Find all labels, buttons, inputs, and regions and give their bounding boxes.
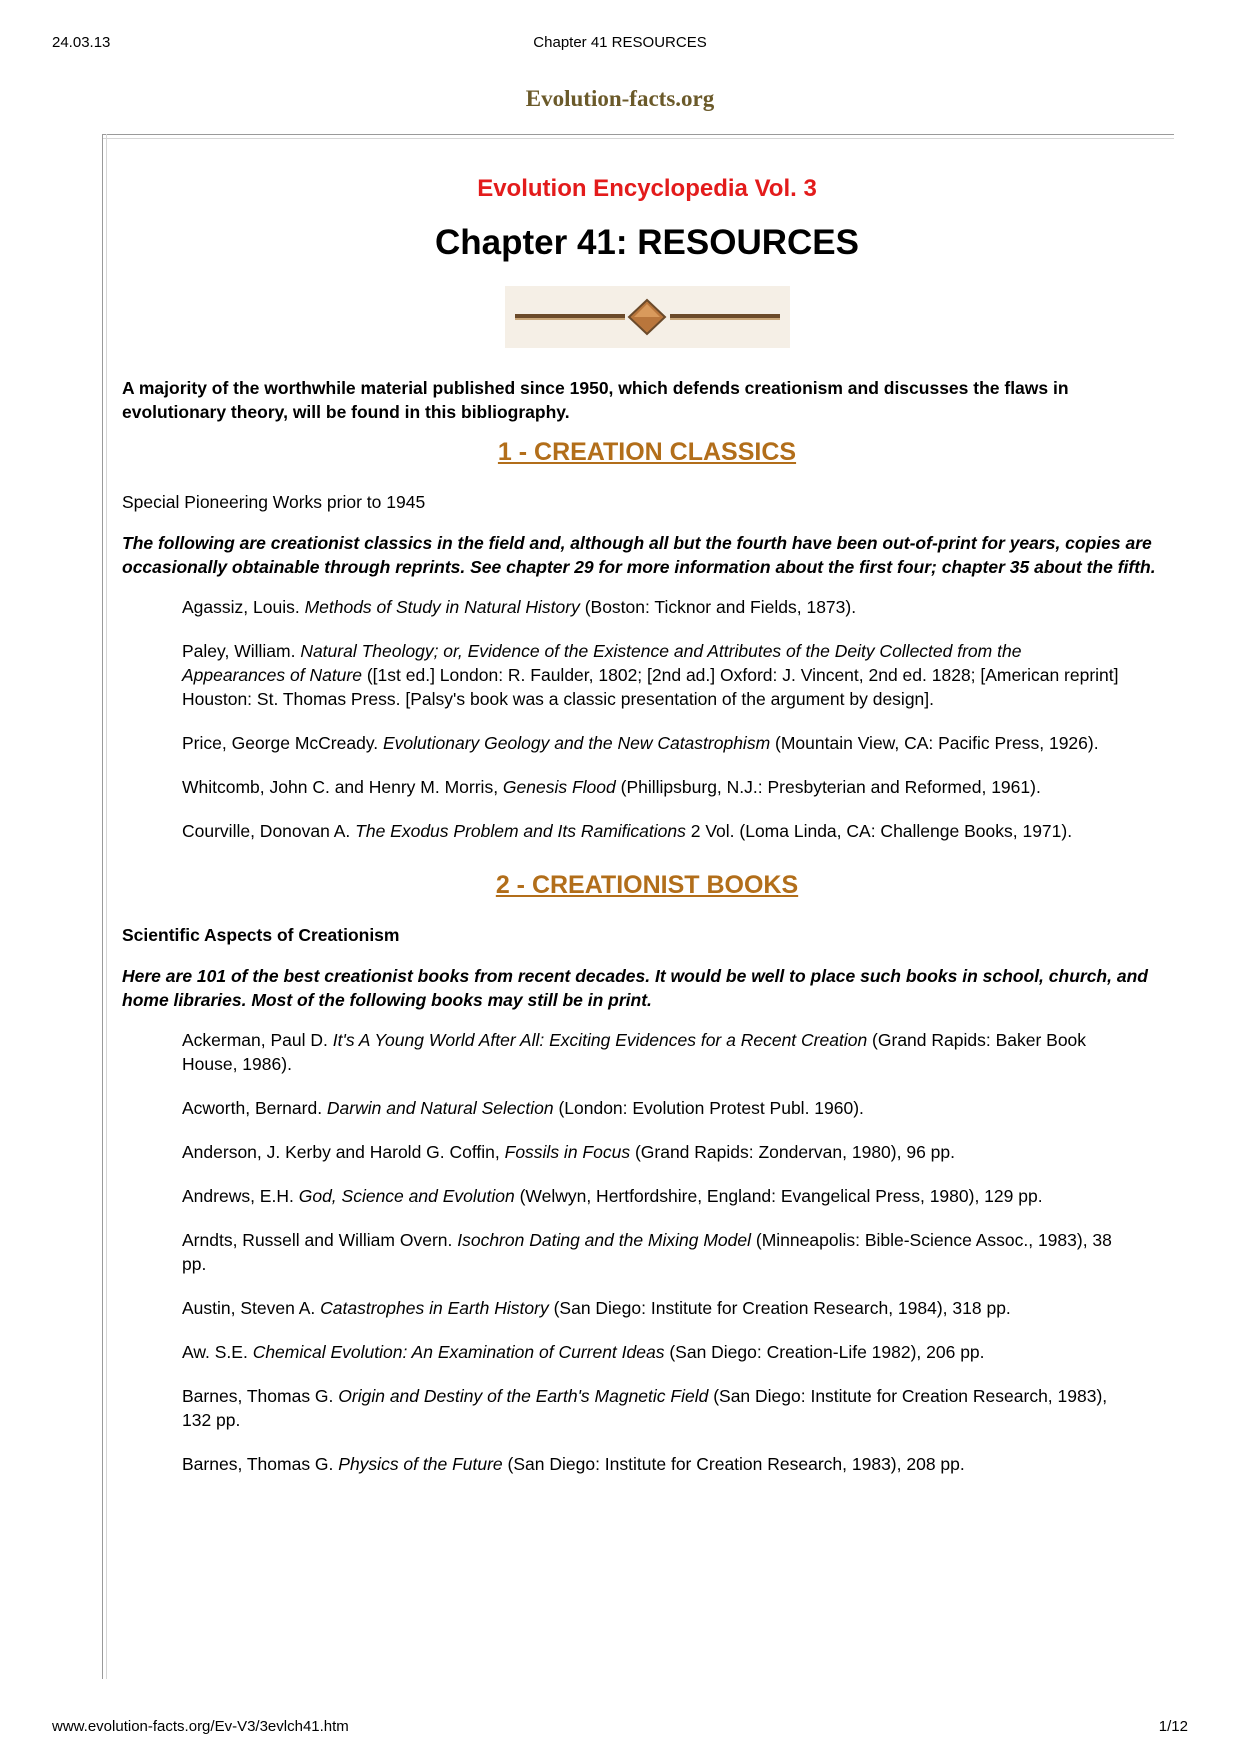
print-footer (52, 1718, 1188, 1738)
section-subheading: Special Pioneering Works prior to 1945 (122, 492, 426, 512)
main-content (122, 174, 1172, 1496)
reference-item: Agassiz, Louis. Methods of Study in Natural History (Boston: Ticknor and Fields, 1873). (182, 597, 857, 617)
print-title: Chapter 41 RESOURCES (533, 34, 707, 51)
reference-item: Arndts, Russell and William Overn. Isochron Dating and the Mixing Model (Minneapolis: Bible-Science Assoc., 1983), 38 pp. (182, 1230, 1112, 1274)
section-note: Here are 101 of the best creationist books from recent decades. It would be well to place such books in school, church, and home libraries. Most of the following books may still be in print. (122, 966, 1148, 1010)
section-note: The following are creationist classics in the field and, although all but the fourth have been out-of-print for years, copies are occasionally obtainable through reprints. See chapter 29 for more information about the first four; chapter 35 about the fifth. (122, 533, 1156, 577)
reference-item: Anderson, J. Kerby and Harold G. Coffin, Fossils in Focus (Grand Rapids: Zondervan, 1980), 96 pp. (182, 1142, 955, 1162)
section-heading-creation-classics (122, 436, 1172, 468)
reference-item: Acworth, Bernard. Darwin and Natural Selection (London: Evolution Protest Publ. 1960). (182, 1098, 864, 1118)
print-date: 24.03.13 (52, 34, 111, 51)
page-number: 1/12 (1158, 1718, 1188, 1735)
reference-item: Ackerman, Paul D. It's A Young World After All: Exciting Evidences for a Recent Creation (Grand Rapids: Baker Book House, 1986). (182, 1030, 1087, 1074)
reference-item: Courville, Donovan A. The Exodus Problem and Its Ramifications 2 Vol. (Loma Linda, CA: Challenge Books, 1971). (182, 821, 1073, 841)
reference-item: Austin, Steven A. Catastrophes in Earth History (San Diego: Institute for Creation Research, 1984), 318 pp. (182, 1298, 1011, 1318)
reference-item: Barnes, Thomas G. Origin and Destiny of the Earth's Magnetic Field (San Diego: Institute for Creation Research, 1983), 132 pp. (182, 1386, 1108, 1430)
reference-item: Aw. S.E. Chemical Evolution: An Examination of Current Ideas (San Diego: Creation-Life 1982), 206 pp. (182, 1342, 985, 1362)
creation-classics-link[interactable]: 1 - CREATION CLASSICS (497, 438, 797, 466)
reference-item: Paley, William. Natural Theology; or, Evidence of the Existence and Attributes of the Deity Collected from the Appearances of Nature ([1st ed.] London: R. Faulder, 1802; [2nd ad.] Oxford: J. Vincent, 2nd ed. 1828; [American reprint] Houston: St. Thomas Press. [Palsy's book was a classic presentation of the argument by design]. (182, 641, 1119, 709)
section-subheading: Scientific Aspects of Creationism (122, 925, 400, 945)
reference-item: Price, George McCready. Evolutionary Geology and the New Catastrophism (Mountain View, CA: Pacific Press, 1926). (182, 733, 1099, 753)
reference-item: Barnes, Thomas G. Physics of the Future (San Diego: Institute for Creation Research, 1983), 208 pp. (182, 1454, 965, 1474)
chapter-title: Chapter 41: RESOURCES (435, 223, 859, 262)
reference-item: Whitcomb, John C. and Henry M. Morris, Genesis Flood (Phillipsburg, N.J.: Presbyterian and Reformed, 1961). (182, 777, 1041, 797)
reference-list-classics (122, 595, 1122, 843)
frame-border-top (102, 134, 1174, 139)
page-url: www.evolution-facts.org/Ev-V3/3evlch41.htm (52, 1718, 349, 1735)
print-header (52, 34, 1188, 54)
reference-item: Andrews, E.H. God, Science and Evolution (Welwyn, Hertfordshire, England: Evangelical Press, 1980), 129 pp. (182, 1186, 1043, 1206)
site-name: Evolution-facts.org (525, 86, 715, 111)
reference-list-books (122, 1028, 1122, 1476)
intro-paragraph: A majority of the worthwhile material published since 1950, which defends creationism and discusses the flaws in evolutionary theory, will be found in this bibliography. (122, 378, 1069, 422)
ornament-divider-icon (505, 286, 790, 348)
frame-border-left (102, 134, 107, 1679)
creationist-books-link[interactable]: 2 - CREATIONIST BOOKS (495, 871, 799, 899)
section-heading-creationist-books (122, 869, 1172, 901)
volume-title: Evolution Encyclopedia Vol. 3 (477, 175, 817, 202)
